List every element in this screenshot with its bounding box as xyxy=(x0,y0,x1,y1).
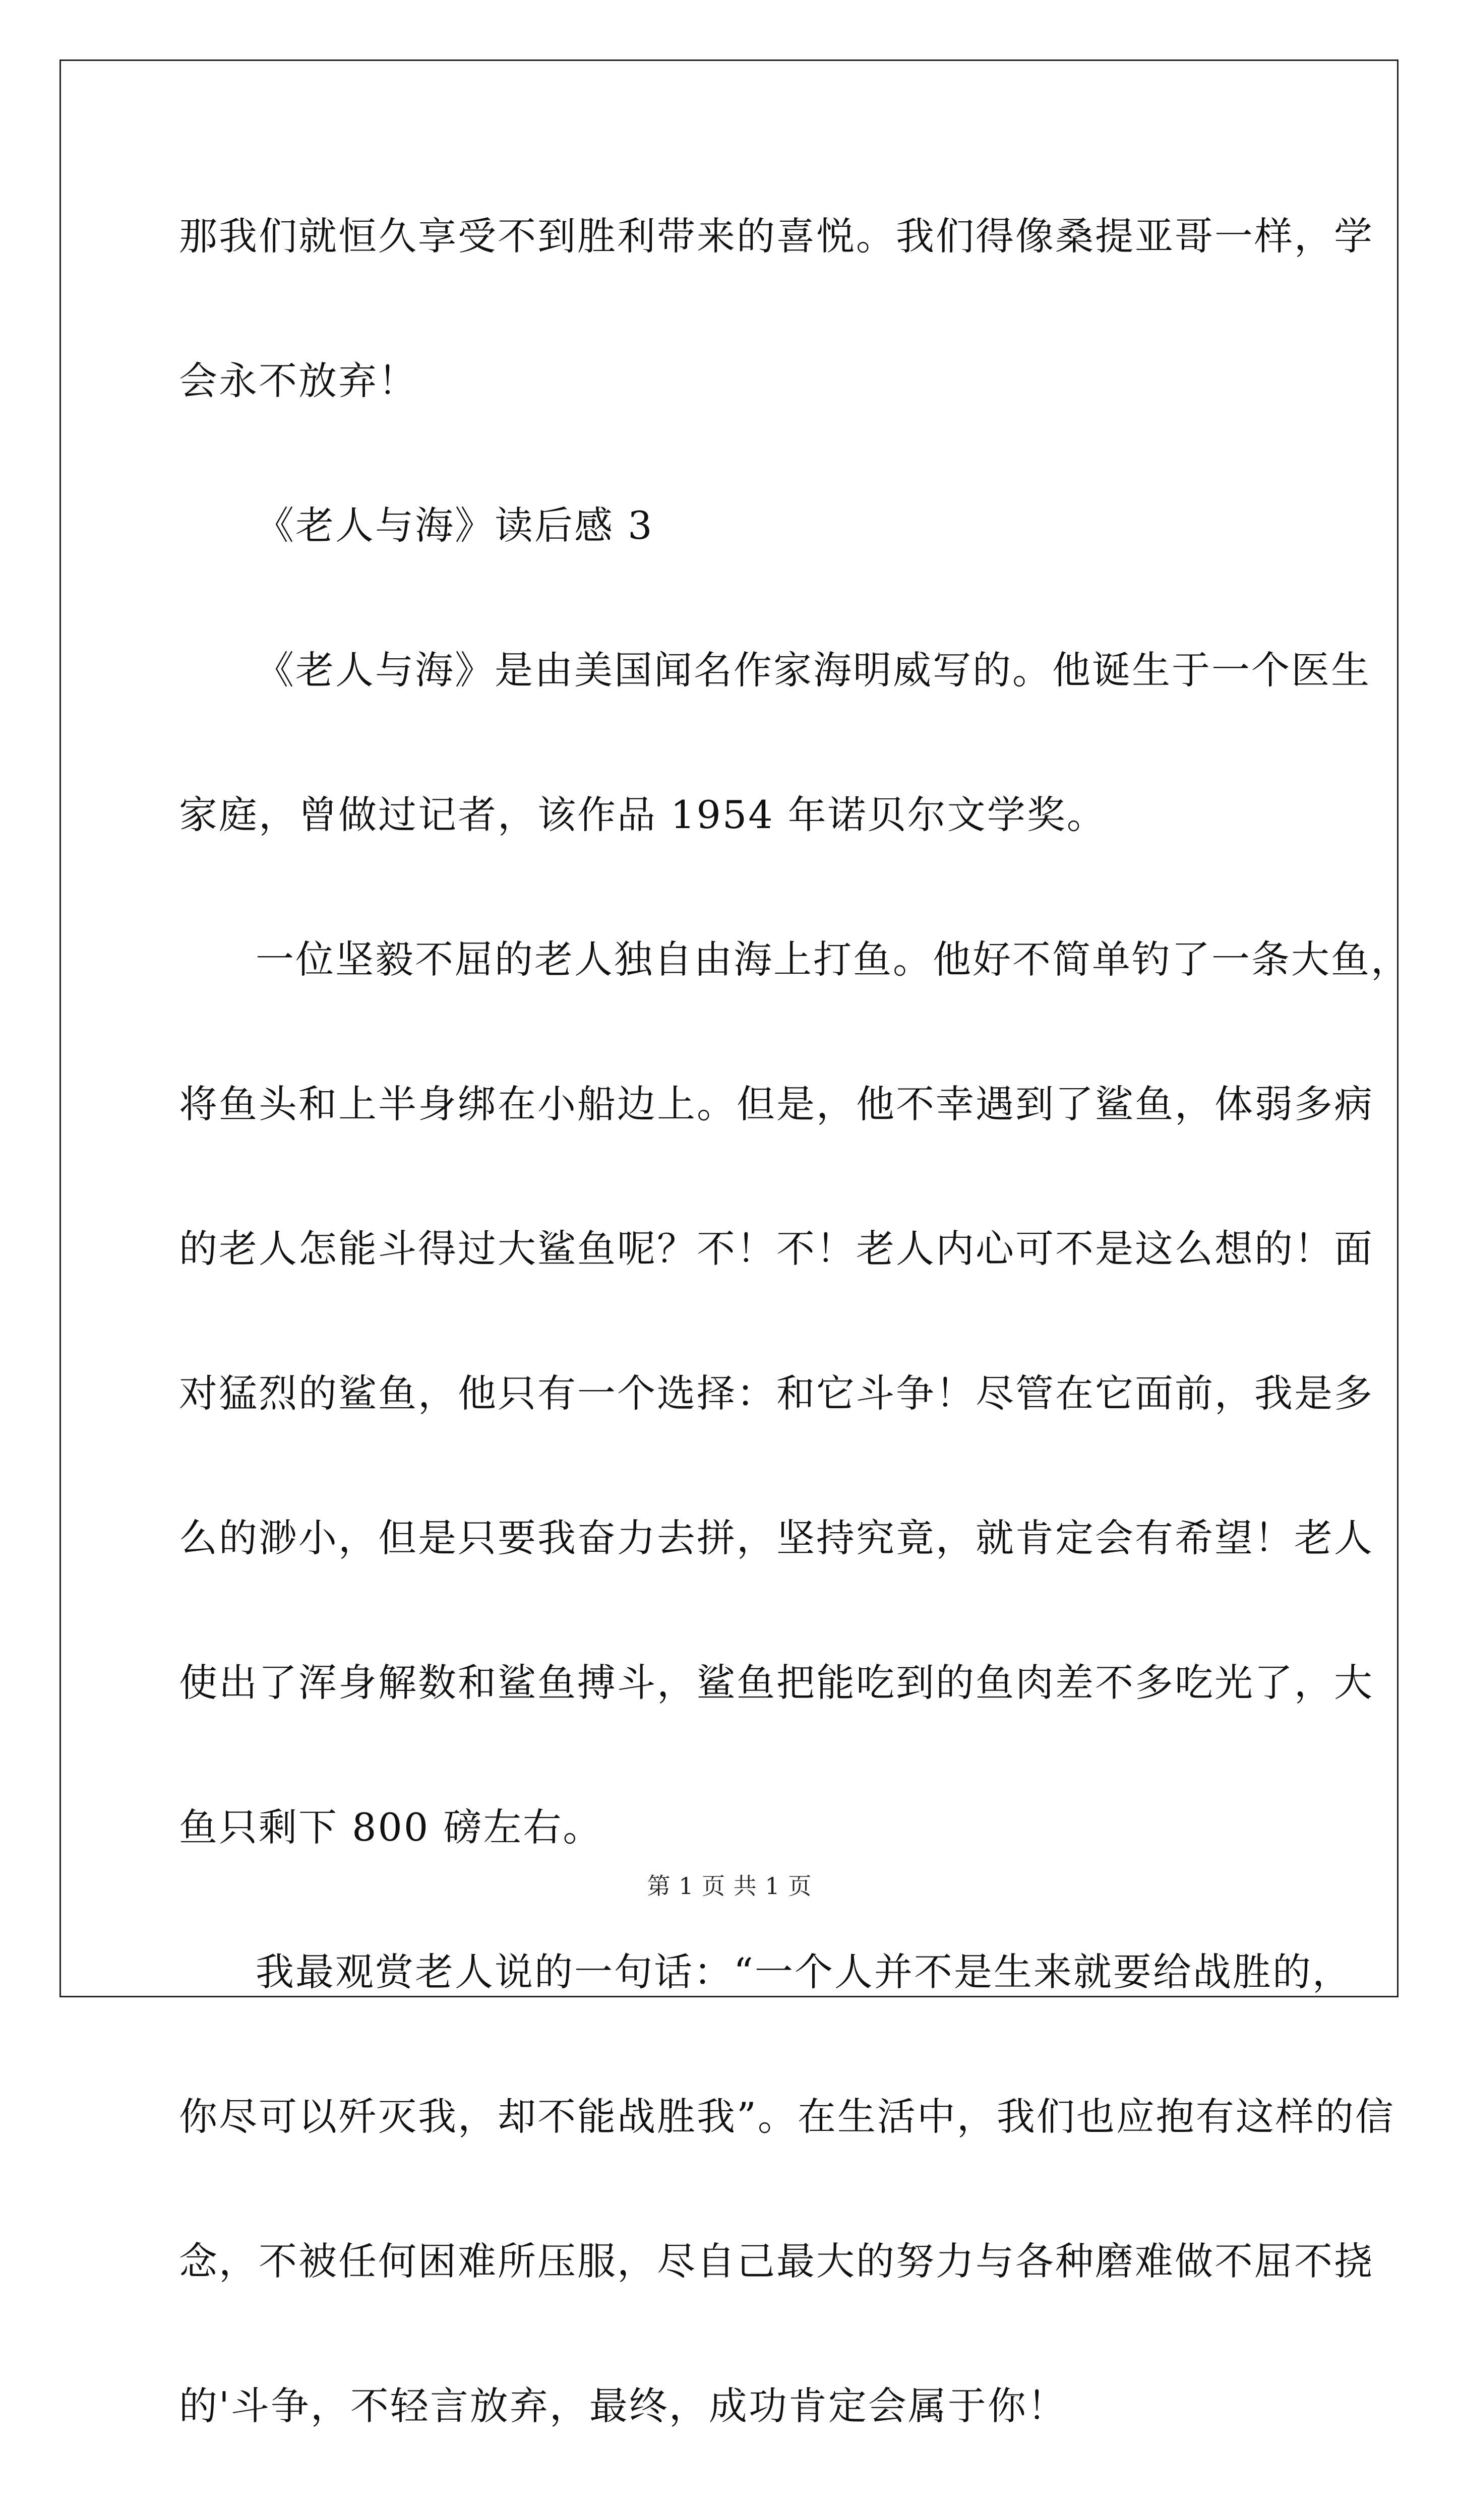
paragraph-line: 一位坚毅不屈的老人独自由海上打鱼。他好不简单钓了一条大鱼， xyxy=(256,937,1411,982)
section-heading: 《老人与海》读后感 3 xyxy=(256,503,654,548)
paragraph-line: 那我们就恒久享受不到胜利带来的喜悦。我们得像桑提亚哥一样，学 xyxy=(179,214,1374,259)
paragraph-line: 鱼只剩下 800 磅左右。 xyxy=(179,1805,603,1850)
document-body xyxy=(179,189,1411,2520)
paragraph-line: 家庭，曾做过记者，该作品 1954 年诺贝尔文学奖。 xyxy=(179,792,1107,837)
paragraph-line: 我最观赏老人说的一句话：“一个人并不是生来就要给战胜的， xyxy=(256,1949,1352,1994)
section-heading xyxy=(179,2503,1288,2520)
paragraph-line: 念，不被任何困难所压服，尽自己最大的努力与各种磨难做不屈不挠 xyxy=(179,2239,1374,2284)
page-number-footer: 第 1 页 共 1 页 xyxy=(647,1872,812,1900)
paragraph-line: 《老人与海》是由美国闻名作家海明威写的。他诞生于一个医生 xyxy=(256,648,1371,692)
paragraph-line: 对猛烈的鲨鱼，他只有一个选择：和它斗争！尽管在它面前，我是多 xyxy=(179,1371,1374,1416)
paragraph-line: 的老人怎能斗得过大鲨鱼呢？不！不！老人内心可不是这么想的！面 xyxy=(179,1226,1374,1271)
paragraph-line: 将鱼头和上半身绑在小船边上。但是，他不幸遇到了鲨鱼，体弱多病 xyxy=(179,1082,1374,1126)
paragraph-line: 的'斗争，不轻言放弃，最终，成功肯定会属于你！ xyxy=(179,2383,1067,2428)
paragraph-line: 会永不放弃！ xyxy=(179,358,418,403)
paragraph-line: 你尽可以歼灭我，却不能战胜我”。在生活中，我们也应抱有这样的信 xyxy=(179,2094,1395,2139)
paragraph-line: 么的渺小，但是只要我奋力去拼，坚持究竟，就肯定会有希望！老人 xyxy=(179,1516,1374,1560)
paragraph-line: 使出了浑身解数和鲨鱼搏斗，鲨鱼把能吃到的鱼肉差不多吃光了，大 xyxy=(179,1660,1374,1705)
